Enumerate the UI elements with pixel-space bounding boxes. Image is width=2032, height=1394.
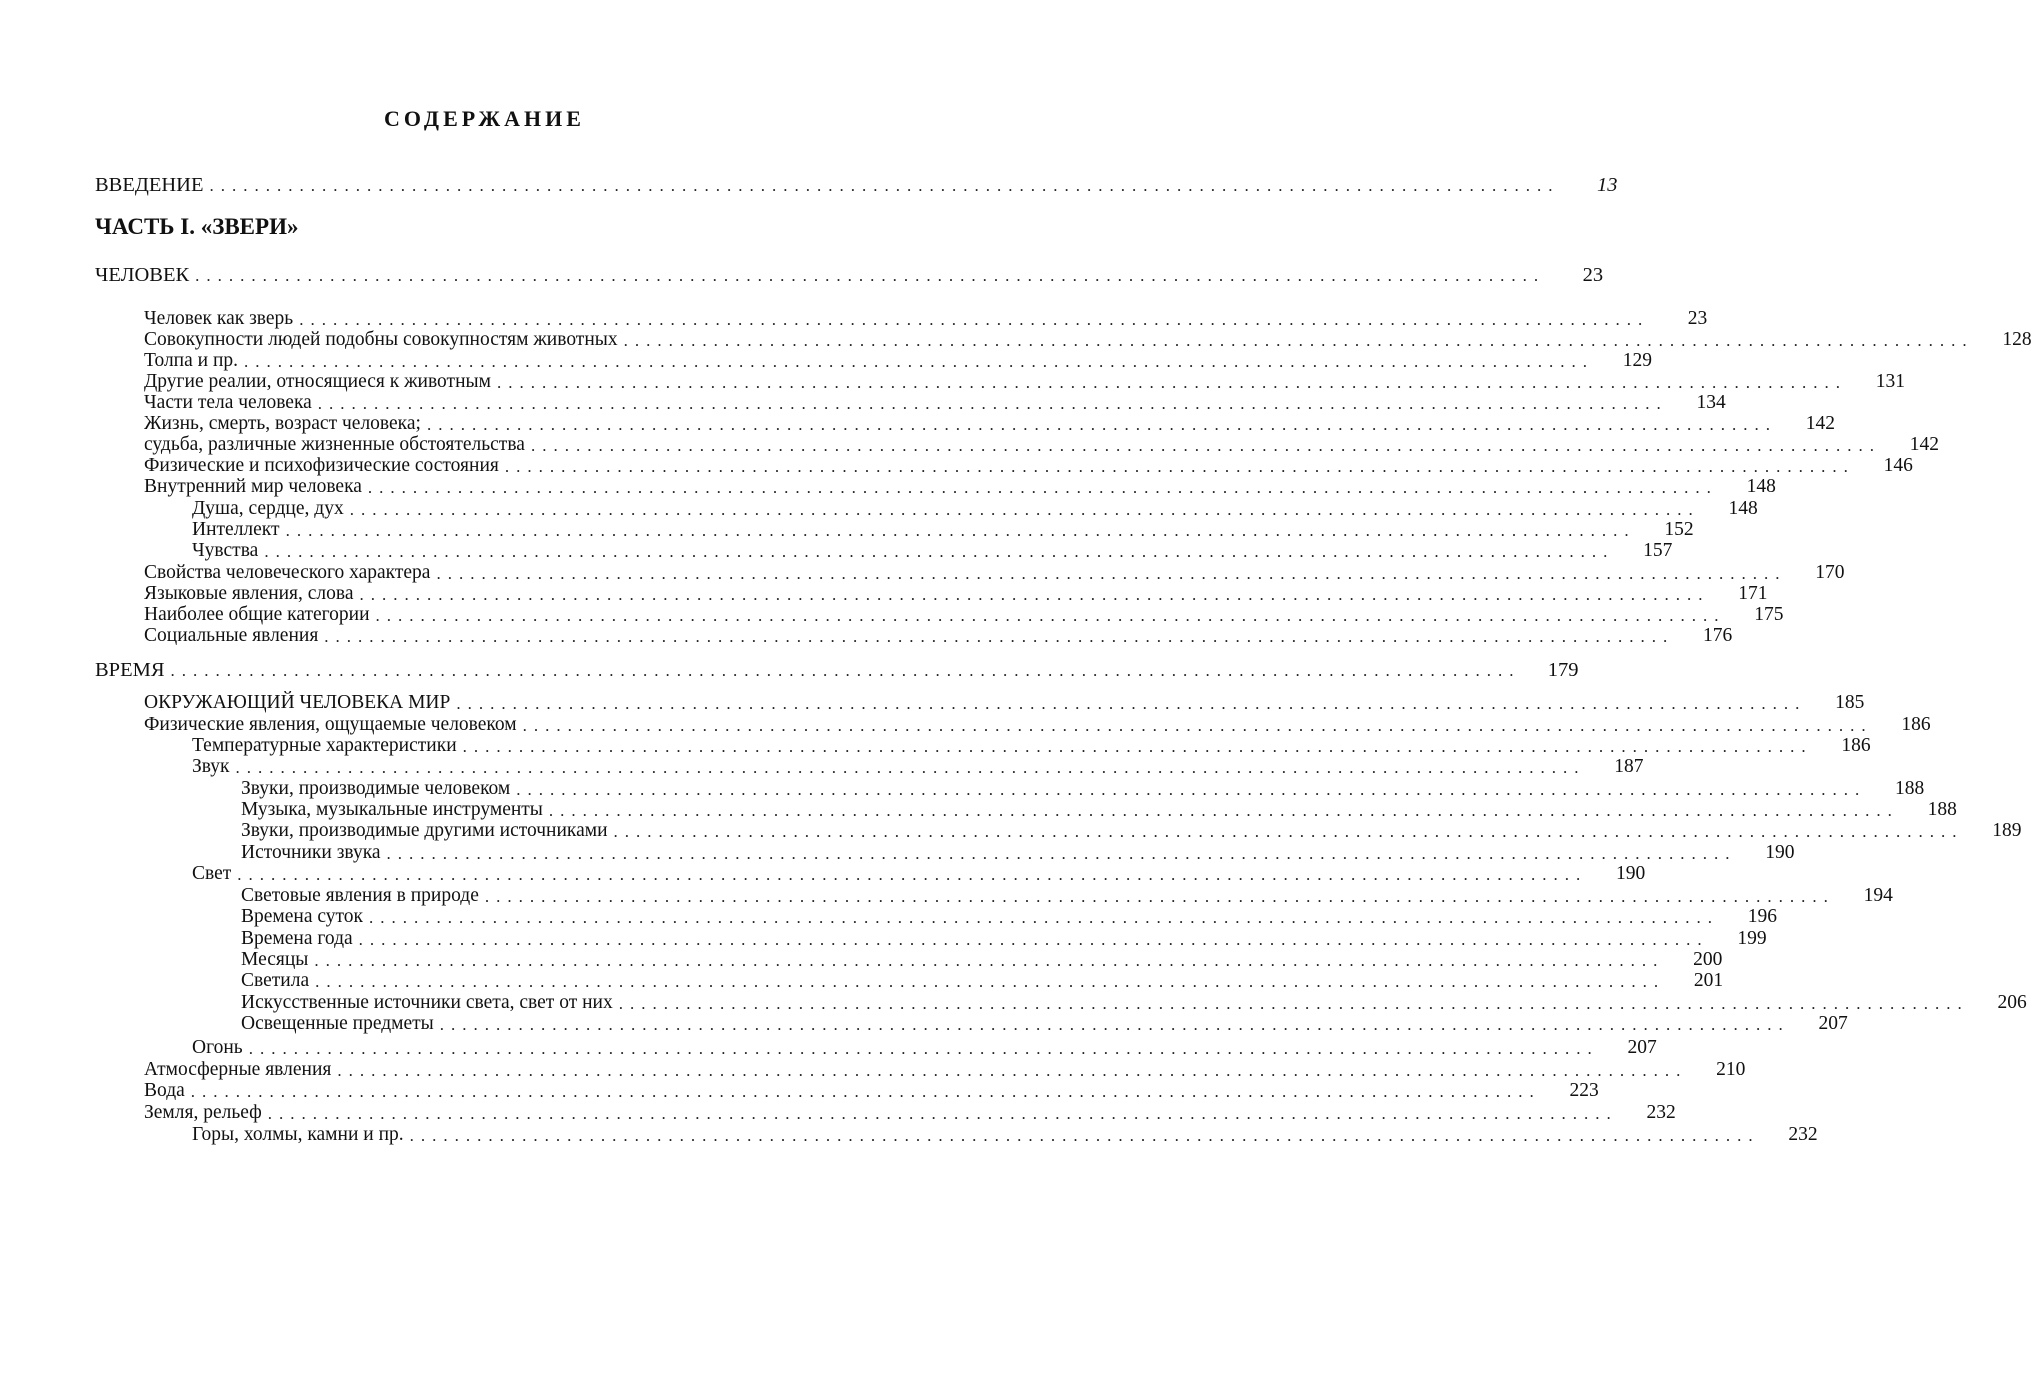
toc-entry-title: Освещенные предметы xyxy=(241,1013,434,1034)
toc-entry xyxy=(144,1100,1676,1124)
toc-entry-title: Свойства человеческого характера xyxy=(144,562,431,583)
dot-leader: ........................................................................................................................ xyxy=(462,737,1813,756)
toc-page-number: 176 xyxy=(1703,625,1733,646)
toc-page-number: 157 xyxy=(1643,540,1673,561)
toc-entry-title: Звук xyxy=(192,756,230,777)
toc-entry-title: Жизнь, смерть, возраст человека; xyxy=(144,413,421,434)
dot-leader: ........................................................................................................................ xyxy=(409,1126,1760,1145)
toc-entry-title: Месяцы xyxy=(241,949,309,970)
dot-leader: ........................................................................................................................ xyxy=(439,1015,1790,1034)
toc-entry-title: Температурные характеристики xyxy=(192,735,457,756)
toc-entry-title: Источники звука xyxy=(241,842,381,863)
toc-page-number: 175 xyxy=(1754,604,1784,625)
toc-page-number: 199 xyxy=(1737,928,1767,949)
toc-entry-title: Вода xyxy=(144,1080,185,1101)
dot-leader: ........................................................................................................................ xyxy=(299,310,1650,329)
dot-leader: ........................................................................................................................ xyxy=(248,1039,1599,1058)
dot-leader: ........................................................................................................................ xyxy=(358,930,1709,949)
dot-leader: ........................................................................................................................ xyxy=(317,394,1668,413)
dot-leader: ........................................................................................................................ xyxy=(504,457,1855,476)
toc-entry xyxy=(192,861,1646,885)
toc-entry-title: Толпа и пр. xyxy=(144,350,239,371)
toc-entry xyxy=(144,474,1776,498)
toc-page-number: 170 xyxy=(1815,562,1845,583)
dot-leader: ........................................................................................................................ xyxy=(369,908,1720,927)
toc-entry xyxy=(241,818,2022,842)
dot-leader: ........................................................................................................................ xyxy=(209,176,1560,195)
toc-entry-title: Внутренний мир человека xyxy=(144,476,362,497)
dot-leader: ........................................................................................................................ xyxy=(522,716,1873,735)
toc-entry-title: ВВЕДЕНИЕ xyxy=(95,174,204,196)
toc-page-number: 131 xyxy=(1875,371,1905,392)
dot-leader: ........................................................................................................................ xyxy=(264,542,1615,561)
part-heading: ЧАСТЬ I. «ЗВЕРИ» xyxy=(95,214,299,239)
toc-page-number: 152 xyxy=(1664,519,1694,540)
dot-leader: ........................................................................................................................ xyxy=(496,373,1847,392)
dot-leader: ........................................................................................................................ xyxy=(195,266,1546,285)
dot-leader: ........................................................................................................................ xyxy=(618,994,1969,1013)
dot-leader: ........................................................................................................................ xyxy=(436,564,1787,583)
toc-page-number: 148 xyxy=(1746,476,1776,497)
toc-entry xyxy=(241,968,1724,992)
toc-entry-title: Огонь xyxy=(192,1037,243,1058)
dot-leader: ........................................................................................................................ xyxy=(267,1104,1618,1123)
dot-leader: ........................................................................................................................ xyxy=(375,606,1726,625)
toc-page-number: 194 xyxy=(1863,885,1893,906)
dot-leader: ........................................................................................................................ xyxy=(623,331,1974,350)
toc-page-number: 187 xyxy=(1614,756,1644,777)
toc-page-number: 179 xyxy=(1547,659,1579,681)
dot-leader: ........................................................................................................................ xyxy=(314,951,1665,970)
dot-leader: ........................................................................................................................ xyxy=(386,844,1737,863)
toc-entry-title: Другие реалии, относящиеся к животным xyxy=(144,371,491,392)
toc-page-number: 207 xyxy=(1627,1037,1657,1058)
page-title: СОДЕРЖАНИЕ xyxy=(384,106,585,131)
toc-entry-title: судьба, различные жизненные обстоятельства xyxy=(144,434,525,455)
toc-page-number: 188 xyxy=(1895,778,1925,799)
dot-leader: ........................................................................................................................ xyxy=(337,1061,1688,1080)
toc-entry-title: Горы, холмы, камни и пр. xyxy=(192,1124,404,1145)
toc-entry-title: Интеллект xyxy=(192,519,280,540)
toc-page-number: 171 xyxy=(1738,583,1768,604)
toc-entry xyxy=(144,690,1865,714)
dot-leader: ........................................................................................................................ xyxy=(349,500,1700,519)
dot-leader: ........................................................................................................................ xyxy=(530,436,1881,455)
toc-page-number: 128 xyxy=(2002,329,2032,350)
toc-entry-title: Части тела человека xyxy=(144,392,312,413)
dot-leader: ........................................................................................................................ xyxy=(324,627,1675,646)
dot-leader: ........................................................................................................................ xyxy=(548,801,1899,820)
dot-leader: ........................................................................................................................ xyxy=(484,887,1835,906)
toc-entry-title: ЧЕЛОВЕК xyxy=(95,264,190,286)
toc-page-number: 146 xyxy=(1883,455,1913,476)
toc-page-number: 142 xyxy=(1909,434,1939,455)
dot-leader: ........................................................................................................................ xyxy=(170,661,1521,680)
toc-entry xyxy=(95,172,1618,196)
toc-entry xyxy=(241,1011,1848,1035)
toc-entry xyxy=(241,904,1778,928)
toc-page-number: 148 xyxy=(1728,498,1758,519)
dot-leader: ........................................................................................................................ xyxy=(244,352,1595,371)
toc-entry-title: Свет xyxy=(192,863,232,884)
toc-entry-title: Чувства xyxy=(192,540,259,561)
toc-entry-title: Человек как зверь xyxy=(144,308,294,329)
toc-entry-title: Музыка, музыкальные инструменты xyxy=(241,799,543,820)
toc-page-number: 210 xyxy=(1716,1059,1746,1080)
toc-page-number: 207 xyxy=(1818,1013,1848,1034)
toc-entry-title: Времена суток xyxy=(241,906,364,927)
dot-leader: ........................................................................................................................ xyxy=(237,865,1588,884)
toc-entry-title: ОКРУЖАЮЩИЙ ЧЕЛОВЕКА МИР xyxy=(144,692,451,713)
toc-page-number: 196 xyxy=(1747,906,1778,927)
toc-entry-title: Светила xyxy=(241,970,310,991)
toc-entry xyxy=(192,1035,1657,1059)
toc-entry-title: Земля, рельеф xyxy=(144,1102,262,1123)
dot-leader: ........................................................................................................................ xyxy=(367,478,1718,497)
toc-page-number: 232 xyxy=(1788,1124,1818,1145)
toc-page-number: 129 xyxy=(1622,350,1653,371)
toc-page-number: 200 xyxy=(1693,949,1723,970)
toc-page-number: 134 xyxy=(1696,392,1726,413)
toc-entry xyxy=(144,1078,1599,1102)
toc-page-number: 186 xyxy=(1901,714,1931,735)
toc-page-number: 23 xyxy=(1687,308,1708,329)
dot-leader: ........................................................................................................................ xyxy=(456,694,1807,713)
toc-entry xyxy=(95,657,1579,681)
toc-entry-title: Атмосферные явления xyxy=(144,1059,332,1080)
toc-page-number: 188 xyxy=(1927,799,1957,820)
dot-leader: ........................................................................................................................ xyxy=(613,822,1964,841)
toc-entry-title: Физические явления, ощущаемые человеком xyxy=(144,714,517,735)
dot-leader: ........................................................................................................................ xyxy=(190,1082,1541,1101)
toc-entry-title: Языковые явления, слова xyxy=(144,583,354,604)
toc-page-number: 185 xyxy=(1835,692,1865,713)
toc-page-number: 201 xyxy=(1693,970,1724,991)
toc-entry-title: Звуки, производимые другими источниками xyxy=(241,820,608,841)
toc-page-number: 232 xyxy=(1646,1102,1676,1123)
toc-page-number: 13 xyxy=(1597,174,1618,196)
toc-entry xyxy=(192,1122,1818,1146)
toc-page-number: 186 xyxy=(1841,735,1871,756)
toc-page-number: 190 xyxy=(1765,842,1795,863)
dot-leader: ........................................................................................................................ xyxy=(359,585,1710,604)
toc-page-number: 23 xyxy=(1582,264,1604,286)
toc-page-number: 206 xyxy=(1997,992,2027,1013)
toc-entry-title: Душа, сердце, дух xyxy=(192,498,344,519)
toc-entry xyxy=(192,538,1673,562)
toc-entry-title: Звуки, производимые человеком xyxy=(241,778,511,799)
toc-page-number: 190 xyxy=(1616,863,1646,884)
toc-entry-title: Совокупности людей подобны совокупностям животных xyxy=(144,329,618,350)
toc-entry xyxy=(192,754,1644,778)
dot-leader: ........................................................................................................................ xyxy=(235,758,1586,777)
toc-entry-title: Времена года xyxy=(241,928,353,949)
toc-page-number: 142 xyxy=(1805,413,1835,434)
toc-entry-title: Световые явления в природе xyxy=(241,885,479,906)
toc-entry xyxy=(95,262,1604,286)
toc-page-number: 189 xyxy=(1992,820,2022,841)
dot-leader: ........................................................................................................................ xyxy=(315,972,1666,991)
toc-entry-title: Социальные явления xyxy=(144,625,319,646)
dot-leader: ........................................................................................................................ xyxy=(516,780,1867,799)
toc-entry-title: Физические и психофизические состояния xyxy=(144,455,499,476)
dot-leader: ........................................................................................................................ xyxy=(426,415,1777,434)
toc-page-number: 223 xyxy=(1569,1080,1599,1101)
toc-entry xyxy=(144,623,1733,647)
toc-entry-title: Искусственные источники света, свет от них xyxy=(241,992,613,1013)
dot-leader: ........................................................................................................................ xyxy=(285,521,1636,540)
toc-entry-title: Наиболее общие категории xyxy=(144,604,370,625)
toc-entry-title: ВРЕМЯ xyxy=(95,659,165,681)
